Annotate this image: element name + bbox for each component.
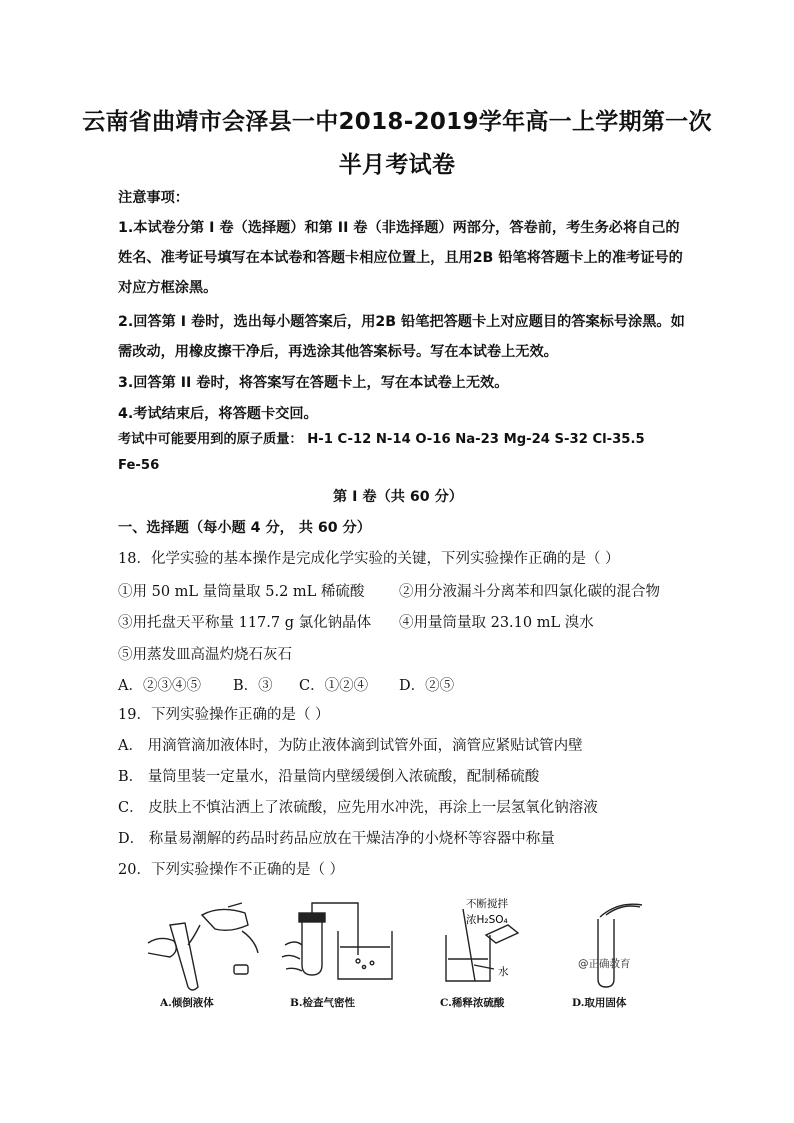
taking-solid-illustration	[598, 904, 642, 987]
atomic-mass-line: 考试中可能要用到的原子质量： H-1 C-12 N-14 O-16 Na-23 Mg-24 S-32 Cl-35.5	[118, 432, 645, 447]
section-heading: 一、选择题（每小题 4 分， 共 60 分）	[118, 520, 371, 536]
q18-item: ⑤用蒸发皿高温灼烧石灰石	[118, 647, 292, 663]
lab-illustrations	[130, 895, 670, 995]
caption-d: D.取用固体	[572, 997, 627, 1009]
q19-stem: 19．下列实验操作正确的是（ ）	[118, 707, 330, 723]
q18-item: ②用分液漏斗分离苯和四氯化碳的混合物	[399, 584, 660, 600]
q19-option-d: D． 称量易潮解的药品时药品应放在干燥洁净的小烧杯等容器中称量	[118, 831, 555, 847]
notice-line: 姓名、准考证号填写在本试卷和答题卡相应位置上，且用2B 铅笔将答题卡上的准考证号的	[118, 250, 683, 266]
q18-choice-c: C．①②④	[299, 678, 369, 694]
page-title-line1: 云南省曲靖市会泽县一中2018-2019学年高一上学期第一次	[82, 109, 712, 135]
notice-line: 需改动，用橡皮擦干净后，再选涂其他答案标号。写在本试卷上无效。	[118, 344, 558, 360]
page-title-line2: 半月考试卷	[338, 152, 456, 178]
caption-c: C.稀释浓硫酸	[440, 997, 505, 1009]
q18-choice-a: A．②③④⑤	[118, 678, 201, 694]
stir-label: 不断搅拌	[466, 898, 508, 910]
q19-option-b: B． 量筒里装一定量水，沿量筒内壁缓缓倒入浓硫酸，配制稀硫酸	[118, 769, 540, 785]
q18-choice-d: D．②⑤	[399, 678, 455, 694]
acid-label: 浓H₂SO₄	[466, 914, 508, 926]
pouring-liquid-illustration	[148, 903, 258, 990]
watermark: @正确教育	[578, 958, 631, 970]
q19-option-c: C． 皮肤上不慎沾洒上了浓硫酸，应先用水冲洗，再涂上一层氢氧化钠溶液	[118, 800, 598, 816]
q18-stem: 18．化学实验的基本操作是完成化学实验的关键，下列实验操作正确的是（ ）	[118, 551, 620, 567]
notice-line: 对应方框涂黑。	[118, 280, 218, 296]
notice-line: 3.回答第 II 卷时，将答案写在答题卡上，写在本试卷上无效。	[118, 375, 509, 391]
caption-a: A.倾倒液体	[160, 997, 214, 1009]
gas-tightness-illustration	[282, 903, 392, 979]
notice-line: 4.考试结束后，将答题卡交回。	[118, 406, 318, 422]
q18-item: ④用量筒量取 23.10 mL 溴水	[399, 615, 594, 631]
notice-line: 2.回答第 I 卷时，选出每小题答案后，用2B 铅笔把答题卡上对应题目的答案标号涂黑。如	[118, 314, 685, 330]
water-label: 水	[498, 966, 509, 978]
q20-figure	[130, 895, 670, 1015]
q20-stem: 20．下列实验操作不正确的是（ ）	[118, 862, 345, 878]
part-title: 第 I 卷（共 60 分）	[333, 489, 463, 505]
q18-item: ③用托盘天平称量 117.7 g 氯化钠晶体	[118, 615, 372, 631]
q18-choice-b: B．③	[233, 678, 273, 694]
notice-line: 1.本试卷分第 I 卷（选择题）和第 II 卷（非选择题）两部分，答卷前，考生务必将自己的	[118, 220, 680, 236]
notice-heading: 注意事项：	[118, 190, 189, 206]
atomic-mass-line-2: Fe-56	[118, 458, 160, 473]
q18-item: ①用 50 mL 量筒量取 5.2 mL 稀硫酸	[118, 584, 365, 600]
q19-option-a: A． 用滴管滴加液体时，为防止液体滴到试管外面，滴管应紧贴试管内壁	[118, 738, 583, 754]
caption-b: B.检查气密性	[290, 997, 356, 1009]
